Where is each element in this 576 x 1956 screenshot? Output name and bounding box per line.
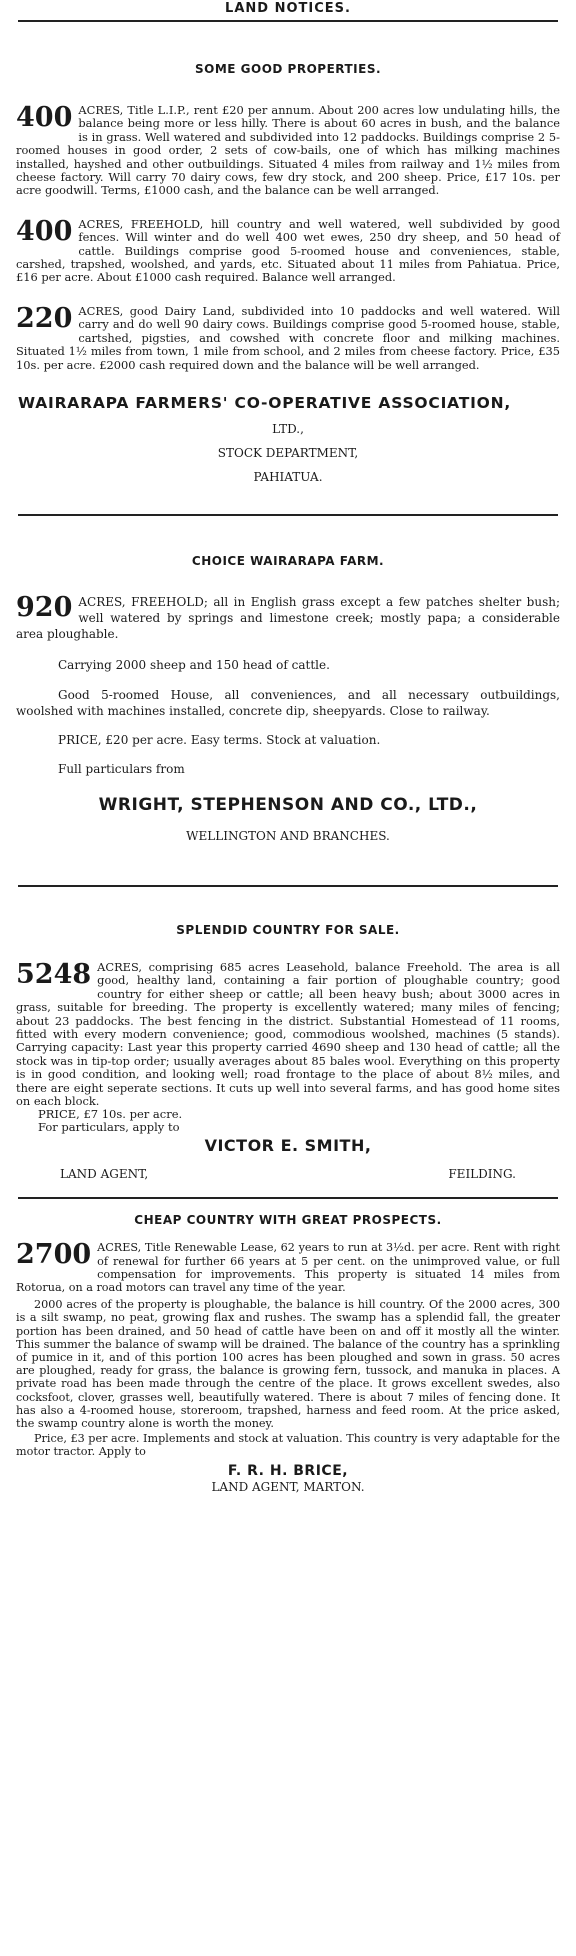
listing-text: ACRES, FREEHOLD, hill country and well watered, well subdivided by good fences. Will winter and do well 400 wet ewes, 250 dry sheep, and 50 head of cattle. Buildings comprise good 5-roomed house and conveniences, stable, carshed, trapshed, woolshed, and yards, etc. Situated about 11 miles from Pahiatua. Price, £16 per acre. About £1000 cash required. Balance well arranged. [16, 216, 560, 285]
page-header: LAND NOTICES. [225, 1, 351, 16]
house-text: Good 5-roomed House, all conveniences, and all necessary outbuildings, woolshed with machines installed, concrete dip, sheepyards. Close to railway. [16, 687, 560, 718]
ad-separator [18, 885, 558, 887]
listing-400-lip [16, 104, 560, 198]
listing-220-dairy [16, 302, 560, 372]
listing-acreage: 920 [16, 591, 73, 623]
particulars-line: Full particulars from [58, 761, 185, 776]
ad-separator [18, 1197, 558, 1199]
listing-5248 [16, 958, 560, 1108]
ad-title: CHEAP COUNTRY WITH GREAT PROSPECTS. [134, 1213, 442, 1228]
listing-920-freehold [16, 591, 560, 642]
ad-title: SOME GOOD PROPERTIES. [194, 62, 382, 76]
particulars-line: For particulars, apply to [38, 1120, 180, 1135]
paragraph-text: 2000 acres of the property is ploughable, the balance is hill country. Of the 2000 acres, 300 is a silt swamp, no peat, growing flax and rushes. The swamp has a splendid fall, the greater portion has been drained, and 50 head of cattle have been on and off it mostly all the winter. This summer the balance of swamp will be drained. The balance of the country has a sprinkling of pumice in it, and of this portion 100 acres has been ploughed and sown in grass. 50 acres are ploughed, ready for grass, the balance is growing fern, tussock, and manuka in places. A private road has been made through the centre of the place. It grows excellent swedes, also cocksfoot, clover, grasses well, beautifully watered. There is about 7 miles of fencing done. It has also a 4-roomed house, storeroom, trapshed, harness and feed room. At the price asked, the swamp country alone is worth the money. [16, 1298, 560, 1431]
house-description [16, 687, 560, 719]
ad-separator [18, 514, 558, 516]
description-paragraph-3 [16, 1432, 560, 1458]
advertiser-ltd: LTD., [272, 421, 304, 436]
advertiser-town: PAHIATUA. [253, 469, 323, 484]
agent-role: LAND AGENT, [60, 1167, 149, 1182]
advertiser-name: F. R. H. BRICE, [227, 1462, 349, 1479]
price-line: PRICE, £20 per acre. Easy terms. Stock at valuation. [58, 732, 381, 747]
listing-acreage: 2700 [16, 1239, 92, 1271]
agent-role: LAND AGENT, MARTON. [211, 1479, 365, 1494]
listing-2700 [16, 1241, 560, 1294]
listing-text: ACRES, Title Renewable Lease, 62 years to run at 3½d. per acre. Rent with right of renewal for further 66 years at 5 per cent. on the unimproved value, or full compensation for improvements. This property is situated 14 miles from Rotorua, on a road motors can travel any time of the year. [16, 1241, 560, 1294]
advertiser-branches: WELLINGTON AND BRANCHES. [186, 828, 390, 843]
listing-text: ACRES, FREEHOLD; all in English grass except a few patches shelter bush; well watered by springs and limestone creek; mostly papa; a considerable area ploughable. [16, 594, 560, 641]
listing-acreage: 400 [16, 102, 73, 133]
ad-title: CHOICE WAIRARAPA FARM. [191, 553, 385, 568]
carrying-capacity: Carrying 2000 sheep and 150 head of cattle. [58, 657, 330, 672]
ad-splendid-country [8, 923, 568, 1181]
ad-some-good-properties [8, 62, 568, 484]
advertiser-name: VICTOR E. SMITH, [204, 1136, 372, 1156]
ad-cheap-country [8, 1213, 568, 1493]
paragraph-text: Price, £3 per acre. Implements and stock at valuation. This country is very adaptable for the motor tractor. Apply to [16, 1432, 560, 1459]
price-line: PRICE, £7 10s. per acre. [38, 1107, 183, 1122]
advertiser-name: WAIRARAPA FARMERS' CO-OPERATIVE ASSOCIATION, [18, 393, 512, 412]
ad-title: SPLENDID COUNTRY FOR SALE. [176, 922, 400, 937]
listing-acreage: 400 [16, 215, 73, 247]
agent-town: FEILDING. [448, 1167, 516, 1182]
description-paragraph-2 [16, 1298, 560, 1430]
listing-text: ACRES, Title L.I.P., rent £20 per annum. About 200 acres low undulating hills, the balance being more or less hilly. There is about 60 acres in bush, and the balance is in grass. Well watered and subdivided into 12 paddocks. Buildings comprise 2 5-roomed houses in good order, 2 sets of cow-bails, one of which has milking machines installed, hayshed and other outbuildings. Situated 4 miles from railway and 1½ miles from cheese factory. Will carry 70 dairy cows, few dry stock, and 200 sheep. Price, £17 10s. per acre goodwill. Terms, £1000 cash, and the balance can be well arranged. [16, 103, 560, 198]
agent-details [60, 1167, 516, 1181]
ad-choice-wairarapa-farm [8, 554, 568, 843]
advertiser-name: WRIGHT, STEPHENSON AND CO., LTD., [98, 794, 478, 815]
advertiser-department: STOCK DEPARTMENT, [217, 445, 359, 460]
listing-text: ACRES, comprising 685 acres Leasehold, balance Freehold. The area is all good, healthy land, containing a fair portion of ploughable country; good country for either sheep or cattle; all been heavy bush; about 3000 acres in grass, suitable for breeding. The property is excellently watered; many miles of fencing; about 23 paddocks. The best fencing in the district. Substantial Homestead of 11 rooms, fitted with every modern convenience; good, commodious woolshed, machines (5 stands). Carrying capacity: Last year this property carried 4690 sheep and 130 head of cattle; all the stock was in tip-top order; usually averages about 85 bales wool. Everything on this property is in good condition, and looking well; road frontage to the place of about 8½ miles, and there are eight seperate sections. It cuts up well into several farms, and has good home sites on each block. [16, 959, 560, 1108]
header-rule [18, 20, 558, 22]
listing-text: ACRES, good Dairy Land, subdivided into 10 paddocks and well watered. Will carry and do well 90 dairy cows. Buildings comprise good 5-roomed house, stable, cartshed, pigsties, and cowshed with concrete floor and milking machines. Situated 1½ miles from town, 1 mile from school, and 2 miles from cheese factory. Price, £35 10s. per acre. £2000 cash required down and the balance will be well arranged. [16, 303, 560, 372]
listing-acreage: 220 [16, 302, 73, 334]
listing-400-freehold [16, 215, 560, 285]
listing-acreage: 5248 [16, 958, 92, 990]
